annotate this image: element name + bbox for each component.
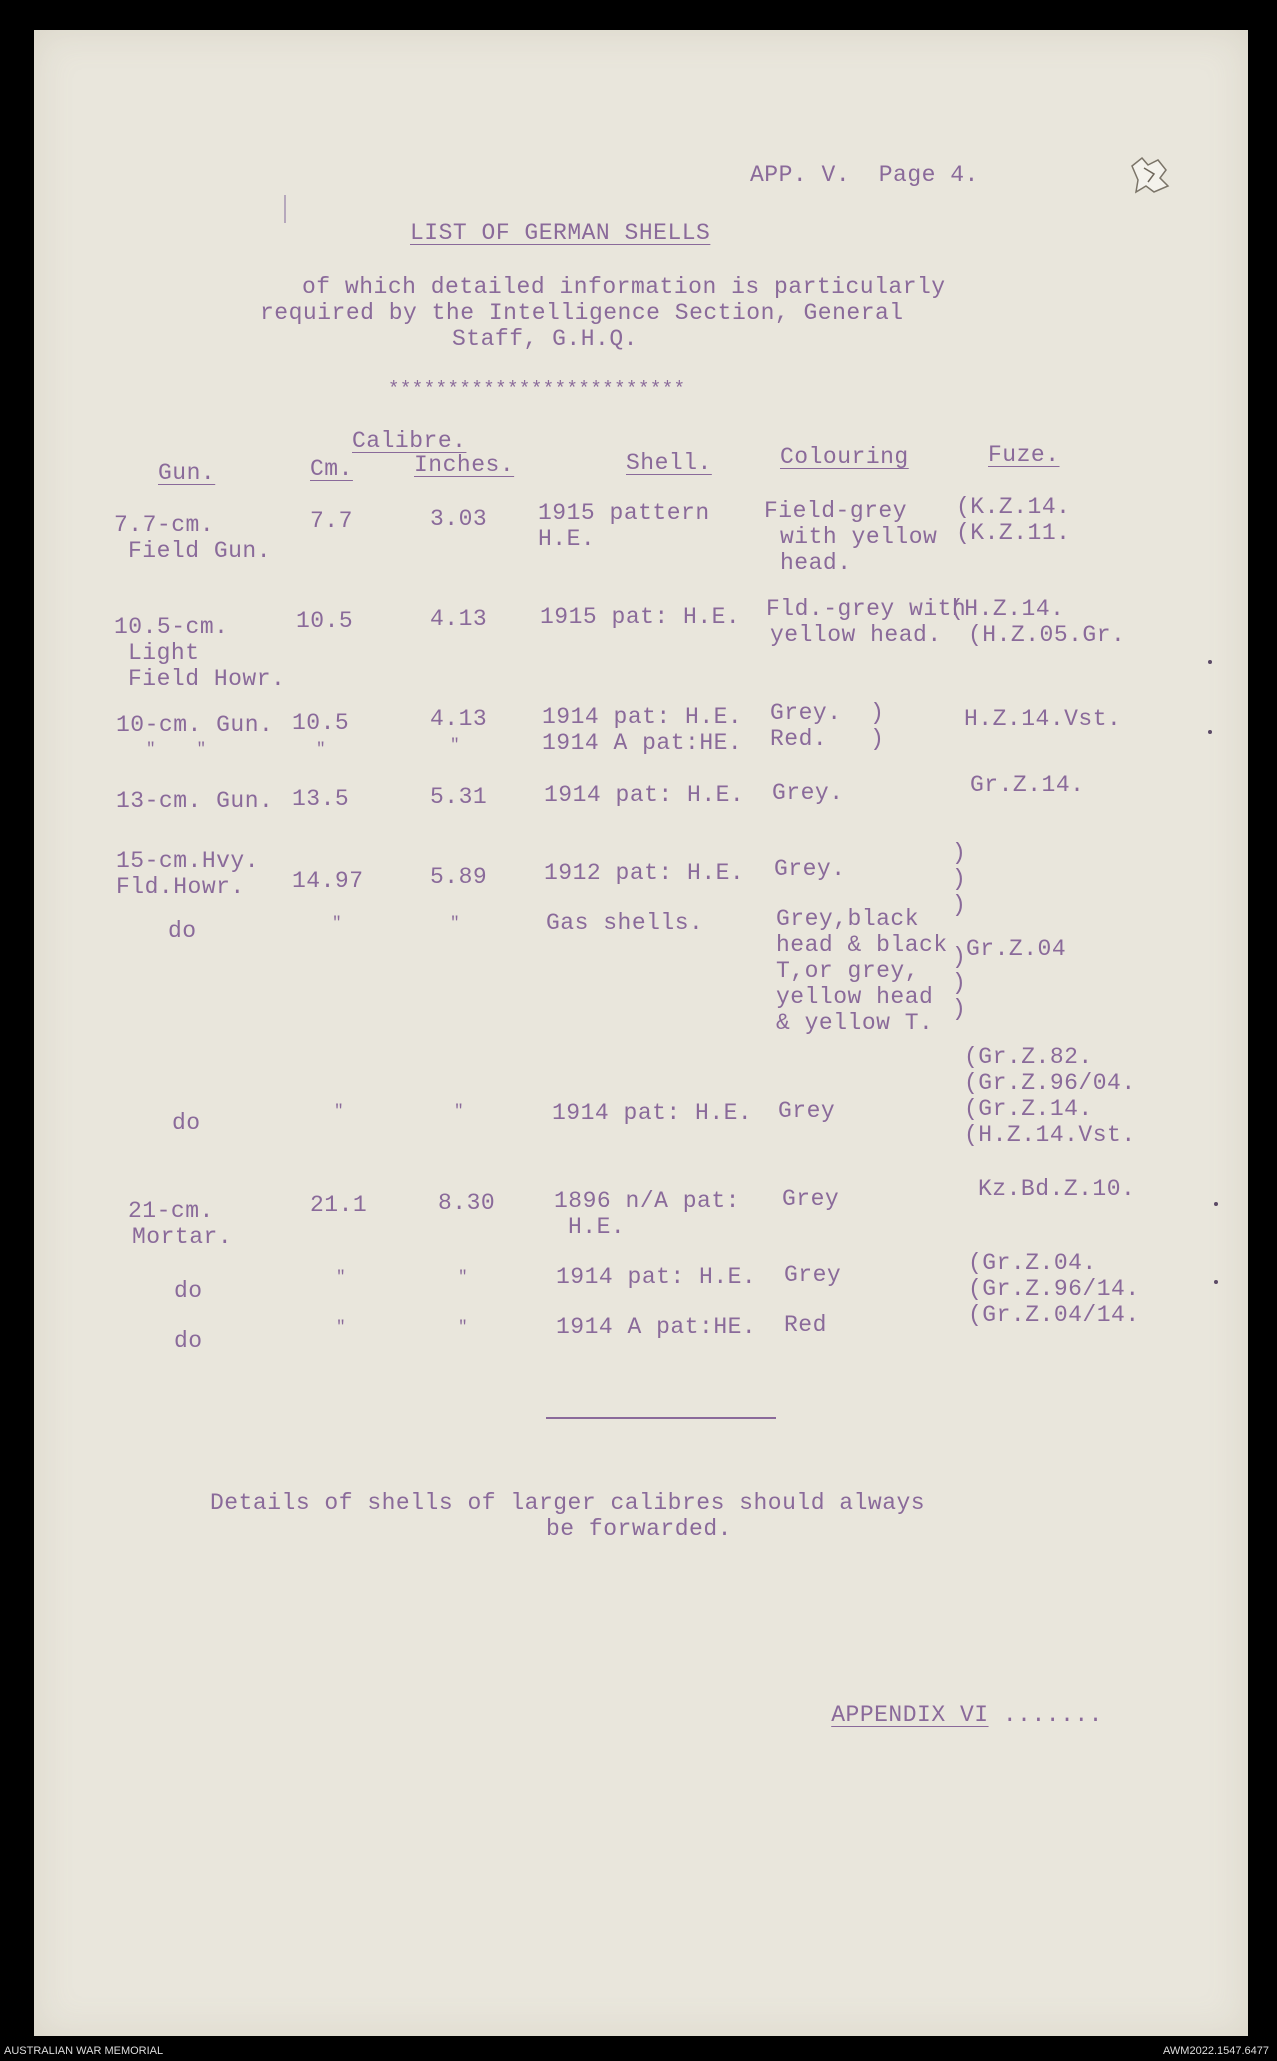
column-header-fuze: Fuze. [988, 442, 1060, 468]
table-cell-colouring: Fld.-grey with [766, 596, 967, 622]
subtitle-line: of which detailed information is particularly [302, 274, 946, 300]
table-cell-fuze: (K.Z.11. [956, 520, 1071, 546]
table-cell-cm: 10.5 [292, 710, 350, 736]
table-cell-shell: 1914 pat: H.E. [552, 1100, 753, 1126]
column-header-calibre: Calibre. [352, 428, 467, 454]
table-cell-colouring: & yellow T. [776, 1010, 934, 1036]
table-cell-gun: 10.5-cm. [114, 614, 229, 640]
table-cell-fuze: Kz.Bd.Z.10. [978, 1176, 1136, 1202]
table-cell-inches: 4.13 [430, 606, 488, 632]
table-cell-gun: 10-cm. Gun. [116, 712, 274, 738]
table-cell-ditto: " [332, 914, 343, 932]
table-cell-fuze: (Gr.Z.96/14. [968, 1276, 1140, 1302]
document-title: LIST OF GERMAN SHELLS [410, 220, 711, 246]
table-cell-inches: 4.13 [430, 706, 488, 732]
table-cell-cm: 10.5 [296, 608, 354, 634]
table-cell-gun: do [174, 1328, 203, 1354]
table-cell-fuze: (H.Z.14. [950, 596, 1065, 622]
closing-note-line: be forwarded. [546, 1516, 732, 1542]
table-cell-gun: Light [128, 640, 200, 666]
table-cell-gun: 13-cm. Gun. [116, 788, 274, 814]
table-cell-fuze: (Gr.Z.04/14. [968, 1302, 1140, 1328]
table-cell-cm: 13.5 [292, 786, 350, 812]
table-cell-colouring: with yellow [780, 524, 938, 550]
column-header-inches: Inches. [414, 452, 515, 478]
table-cell-colouring: Grey [782, 1186, 840, 1212]
table-cell-inches: 5.89 [430, 864, 488, 890]
table-cell-fuze: Gr.Z.14. [970, 772, 1085, 798]
subtitle-line: Staff, G.H.Q. [452, 326, 638, 352]
table-cell-shell: 1915 pattern [538, 500, 710, 526]
table-cell-fuze: (Gr.Z.82. [964, 1044, 1093, 1070]
table-cell-ditto: " [454, 1102, 465, 1120]
table-cell-gun: 7.7-cm. [114, 512, 215, 538]
column-header-colouring: Colouring [780, 444, 909, 470]
table-cell-fuze: (Gr.Z.14. [964, 1096, 1093, 1122]
column-header-gun: Gun. [158, 460, 216, 486]
bracket: ) [952, 866, 967, 892]
closing-note-line: Details of shells of larger calibres should always [210, 1490, 926, 1516]
table-cell-gun: do [168, 918, 197, 944]
table-cell-gun: Fld.Howr. [116, 874, 245, 900]
table-cell-ditto: " [316, 740, 327, 758]
table-cell-gun: Field Howr. [128, 666, 286, 692]
table-cell-gun: do [174, 1278, 203, 1304]
table-cell-ditto: " [450, 914, 461, 932]
bracket: ) [952, 970, 967, 996]
table-cell-shell: H.E. [538, 526, 596, 552]
bracket: ) [952, 996, 967, 1022]
paper-speck [1208, 660, 1212, 664]
table-cell-fuze: H.Z.14.Vst. [964, 706, 1122, 732]
table-cell-shell: 1914 A pat:HE. [556, 1314, 757, 1340]
table-cell-cm: 14.97 [292, 868, 364, 894]
table-cell-colouring: Grey,black [776, 906, 920, 932]
table-cell-gun: do [172, 1110, 201, 1136]
paper-speck [1214, 1280, 1218, 1284]
table-cell-fuze: (Gr.Z.96/04. [964, 1070, 1136, 1096]
footer-accession-number: AWM2022.1547.6477 [1163, 2045, 1269, 2057]
torn-corner-mark [1128, 156, 1172, 196]
table-cell-ditto: " [336, 1318, 347, 1336]
table-cell-ditto: " [336, 1268, 347, 1286]
table-cell-shell: 1914 pat: H.E. [542, 704, 743, 730]
table-cell-shell: 1915 pat: H.E. [540, 604, 741, 630]
table-cell-inches: 8.30 [438, 1190, 496, 1216]
table-cell-fuze: Gr.Z.04 [966, 936, 1067, 962]
table-cell-ditto: " [450, 736, 461, 754]
continuation-dots [989, 1702, 1003, 1728]
continuation-dots-text: ....... [1002, 1702, 1103, 1728]
table-cell-gun: Field Gun. [128, 538, 272, 564]
table-cell-colouring: head. [780, 550, 852, 576]
paper-speck [1208, 730, 1212, 734]
table-cell-ditto: " [458, 1268, 469, 1286]
table-cell-colouring: Grey [784, 1262, 842, 1288]
table-cell-colouring: yellow head. [770, 622, 942, 648]
column-header-shell: Shell. [626, 450, 712, 476]
bracket: ) [952, 840, 967, 866]
continuation-label: APPENDIX VI [831, 1702, 989, 1728]
table-cell-fuze: (K.Z.14. [956, 494, 1071, 520]
asterisk-separator: ************************* [388, 378, 686, 400]
table-cell-colouring: Grey. [774, 856, 846, 882]
table-cell-shell: 1914 pat: H.E. [556, 1264, 757, 1290]
paper-speck [1214, 1202, 1218, 1206]
table-cell-colouring: Red [784, 1312, 827, 1338]
column-header-cm: Cm. [310, 456, 353, 482]
table-cell-colouring: Grey [778, 1098, 836, 1124]
table-cell-inches: 3.03 [430, 506, 488, 532]
table-cell-colouring: Field-grey [764, 498, 908, 524]
table-cell-colouring: yellow head [776, 984, 934, 1010]
table-cell-gun: Mortar. [132, 1224, 233, 1250]
bracket: ) [952, 892, 967, 918]
table-cell-ditto: " [334, 1102, 345, 1120]
table-cell-inches: 5.31 [430, 784, 488, 810]
table-cell-shell: 1914 pat: H.E. [544, 782, 745, 808]
horizontal-rule [546, 1417, 776, 1419]
table-cell-cm: 7.7 [310, 508, 353, 534]
table-cell-gun: 21-cm. [128, 1198, 214, 1224]
table-cell-shell: H.E. [568, 1214, 626, 1240]
table-cell-shell: 1912 pat: H.E. [544, 860, 745, 886]
table-cell-colouring: Grey. [772, 780, 844, 806]
table-cell-colouring: Red. ) [770, 726, 885, 752]
table-cell-shell: Gas shells. [546, 910, 704, 936]
page-reference: APP. V. Page 4. [750, 162, 979, 188]
table-cell-colouring: Grey. ) [770, 700, 885, 726]
table-cell-fuze: (H.Z.05.Gr. [968, 622, 1126, 648]
table-cell-shell: 1914 A pat:HE. [542, 730, 743, 756]
table-cell-fuze: (H.Z.14.Vst. [964, 1122, 1136, 1148]
table-cell-cm: 21.1 [310, 1192, 368, 1218]
table-cell-shell: 1896 n/A pat: [554, 1188, 740, 1214]
footer-institution: AUSTRALIAN WAR MEMORIAL [4, 2045, 164, 2057]
table-cell-colouring: head & black [776, 932, 948, 958]
table-cell-gun: 15-cm.Hvy. [116, 848, 260, 874]
table-cell-ditto: " [458, 1318, 469, 1336]
table-cell-ditto: " " [146, 740, 207, 758]
margin-mark [284, 195, 286, 223]
table-cell-fuze: (Gr.Z.04. [968, 1250, 1097, 1276]
continuation-note [774, 1676, 1103, 1754]
subtitle-line: required by the Intelligence Section, General [260, 300, 904, 326]
bracket: ) [952, 944, 967, 970]
document-page [34, 30, 1248, 2036]
table-cell-colouring: T,or grey, [776, 958, 920, 984]
